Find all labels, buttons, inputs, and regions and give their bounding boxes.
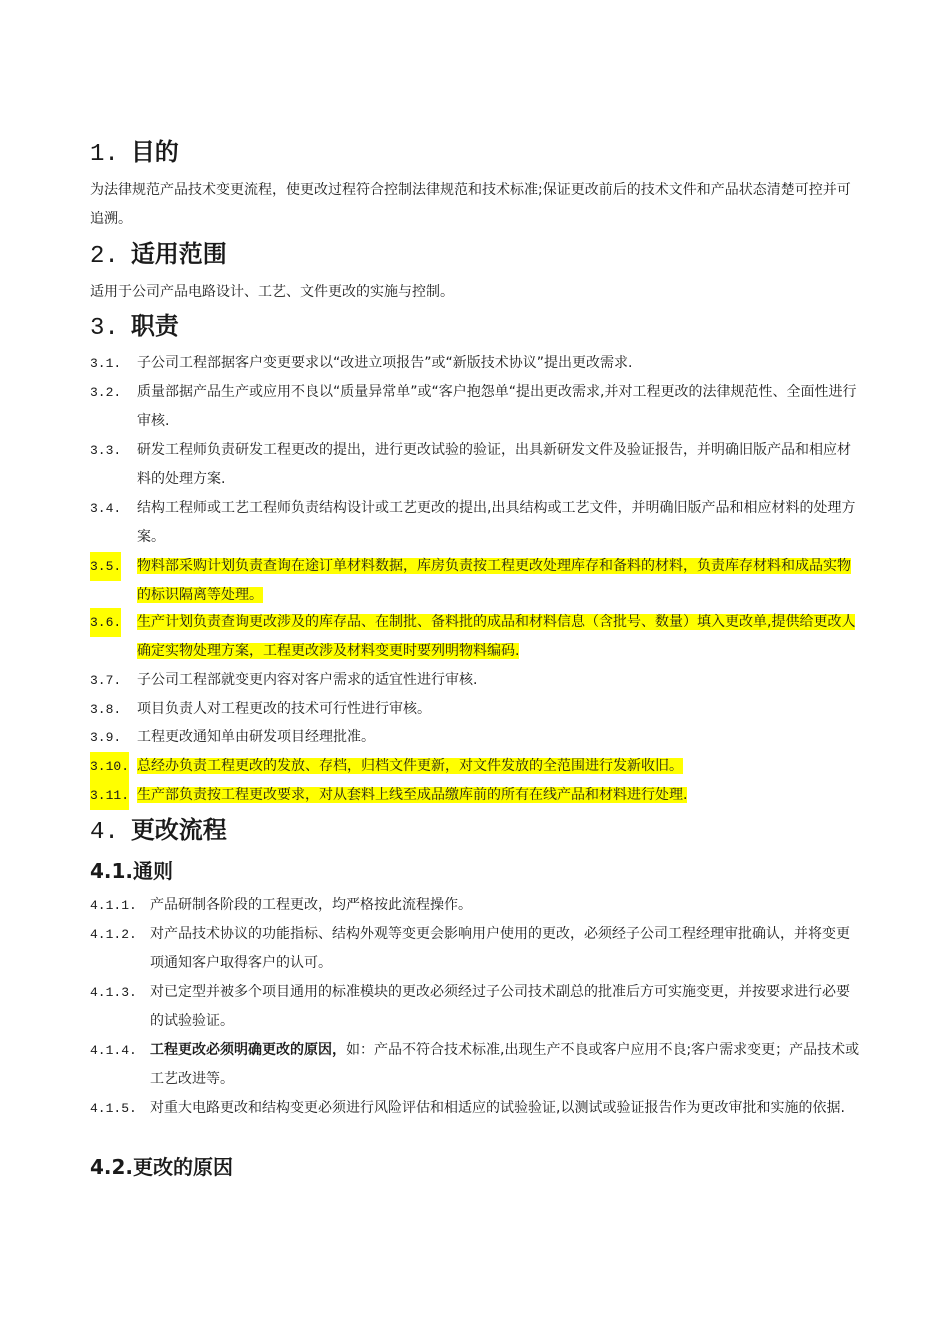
subsection-4-1-heading: 4.1.通则 [90,859,174,883]
duty-item [90,436,862,494]
duty-item-highlighted [90,608,862,666]
highlighted-text: 总经办负责工程更改的发放、存档，归档文件更新，对文件发放的全范围进行发新收旧。 [137,758,683,774]
highlighted-text: 物料部采购计划负责查询在途订单材料数据，库房负责按工程更改处理库存和备料的材料，负责库存材料和成品实物的标识隔离等处理。 [137,558,851,603]
duty-item [90,378,862,436]
highlighted-text: 生产计划负责查询更改涉及的库存品、在制批、备料批的成品和材料信息（含批号、数量）填入更改单,提供给更改人确定实物处理方案，工程更改涉及材料变更时要列明物料编码. [137,614,856,659]
item-number: 4.1.5. [90,1101,137,1116]
section-1-body: 为法律规范产品技术变更流程，使更改过程符合控制法律规范和技术标准;保证更改前后的技术文件和产品状态清楚可控并可追溯。 [90,182,851,227]
item-text: 项目负责人对工程更改的技术可行性进行审核。 [137,701,431,717]
section-2-heading [90,239,227,272]
rule-item [90,891,862,920]
item-text: 对已定型并被多个项目通用的标准模块的更改必须经过子公司技术副总的批准后方可实施变更，并按要求进行必要的试验验证。 [150,984,850,1029]
section-4-heading [90,815,227,848]
item-number: 3.2. [90,385,122,400]
rule-item [90,1094,862,1123]
item-text: 产品研制各阶段的工程更改，均严格按此流程操作。 [150,897,472,913]
item-number: 4.1.3. [90,985,137,1000]
item-number: 4.1.1. [90,898,137,913]
section-1-heading [90,137,179,170]
item-number: 3.1. [90,356,122,371]
rule-item [90,978,862,1036]
rule-item [90,920,862,978]
duty-item [90,695,862,724]
subsection-4-2-heading: 4.2.更改的原因 [90,1155,234,1179]
section-title: 目的 [130,138,179,166]
section-title: 适用范围 [130,240,227,268]
section-number: 4. [90,819,119,846]
section-number: 1. [90,141,119,168]
item-text: 子公司工程部就变更内容对客户需求的适宜性进行审核. [137,672,478,688]
bold-emphasis: 工程更改必须明确更改的原因， [150,1042,346,1058]
section-number: 2. [90,243,119,270]
duty-item-highlighted [90,552,862,610]
item-text: 工程更改通知单由研发项目经理批准。 [137,729,375,745]
highlighted-text: 生产部负责按工程更改要求，对从套料上线至成品缴库前的所有在线产品和材料进行处理. [137,787,688,803]
duty-item-highlighted [90,781,862,810]
section-number: 3. [90,315,119,342]
item-text: 质量部据产品生产或应用不良以“质量异常单”或“客户抱怨单“提出更改需求,并对工程更改的法律规范性、全面性进行审核. [137,384,857,429]
duty-item [90,723,862,752]
section-title: 职责 [130,312,179,340]
duty-item [90,349,862,378]
section-2-body: 适用于公司产品电路设计、工艺、文件更改的实施与控制。 [90,284,454,300]
duty-item-highlighted [90,752,862,781]
item-number: 3.6. [90,608,121,637]
item-number: 4.1.4. [90,1043,137,1058]
item-number: 3.8. [90,702,122,717]
rule-item [90,1036,862,1094]
item-text: 子公司工程部据客户变更要求以“改进立项报告”或“新版技术协议”提出更改需求. [137,355,633,371]
item-number: 3.9. [90,730,122,745]
item-text: 对重大电路更改和结构变更必须进行风险评估和相适应的试验验证,以测试或验证报告作为更改审批和实施的依据. [150,1100,845,1116]
item-text: 研发工程师负责研发工程更改的提出，进行更改试验的验证，出具新研发文件及验证报告，并明确旧版产品和相应材料的处理方案. [137,442,851,487]
item-number: 3.10. [90,752,129,781]
section-title: 更改流程 [130,816,227,844]
item-text: 对产品技术协议的功能指标、结构外观等变更会影响用户使用的更改，必须经子公司工程经理审批确认，并将变更项通知客户取得客户的认可。 [150,926,850,971]
duty-item [90,494,862,552]
item-number: 3.3. [90,443,122,458]
item-number: 4.1.2. [90,927,137,942]
item-number: 3.7. [90,673,122,688]
item-number: 3.11. [90,781,129,810]
section-3-heading [90,311,179,344]
item-text: 如：产品不符合技术标准,出现生产不良或客户应用不良;客户需求变更；产品技术或工艺改进等。 [150,1042,860,1087]
duty-item [90,666,862,695]
item-number: 3.4. [90,501,122,516]
item-number: 3.5. [90,552,121,581]
item-text: 结构工程师或工艺工程师负责结构设计或工艺更改的提出,出具结构或工艺文件，并明确旧版产品和相应材料的处理方案。 [137,500,856,545]
